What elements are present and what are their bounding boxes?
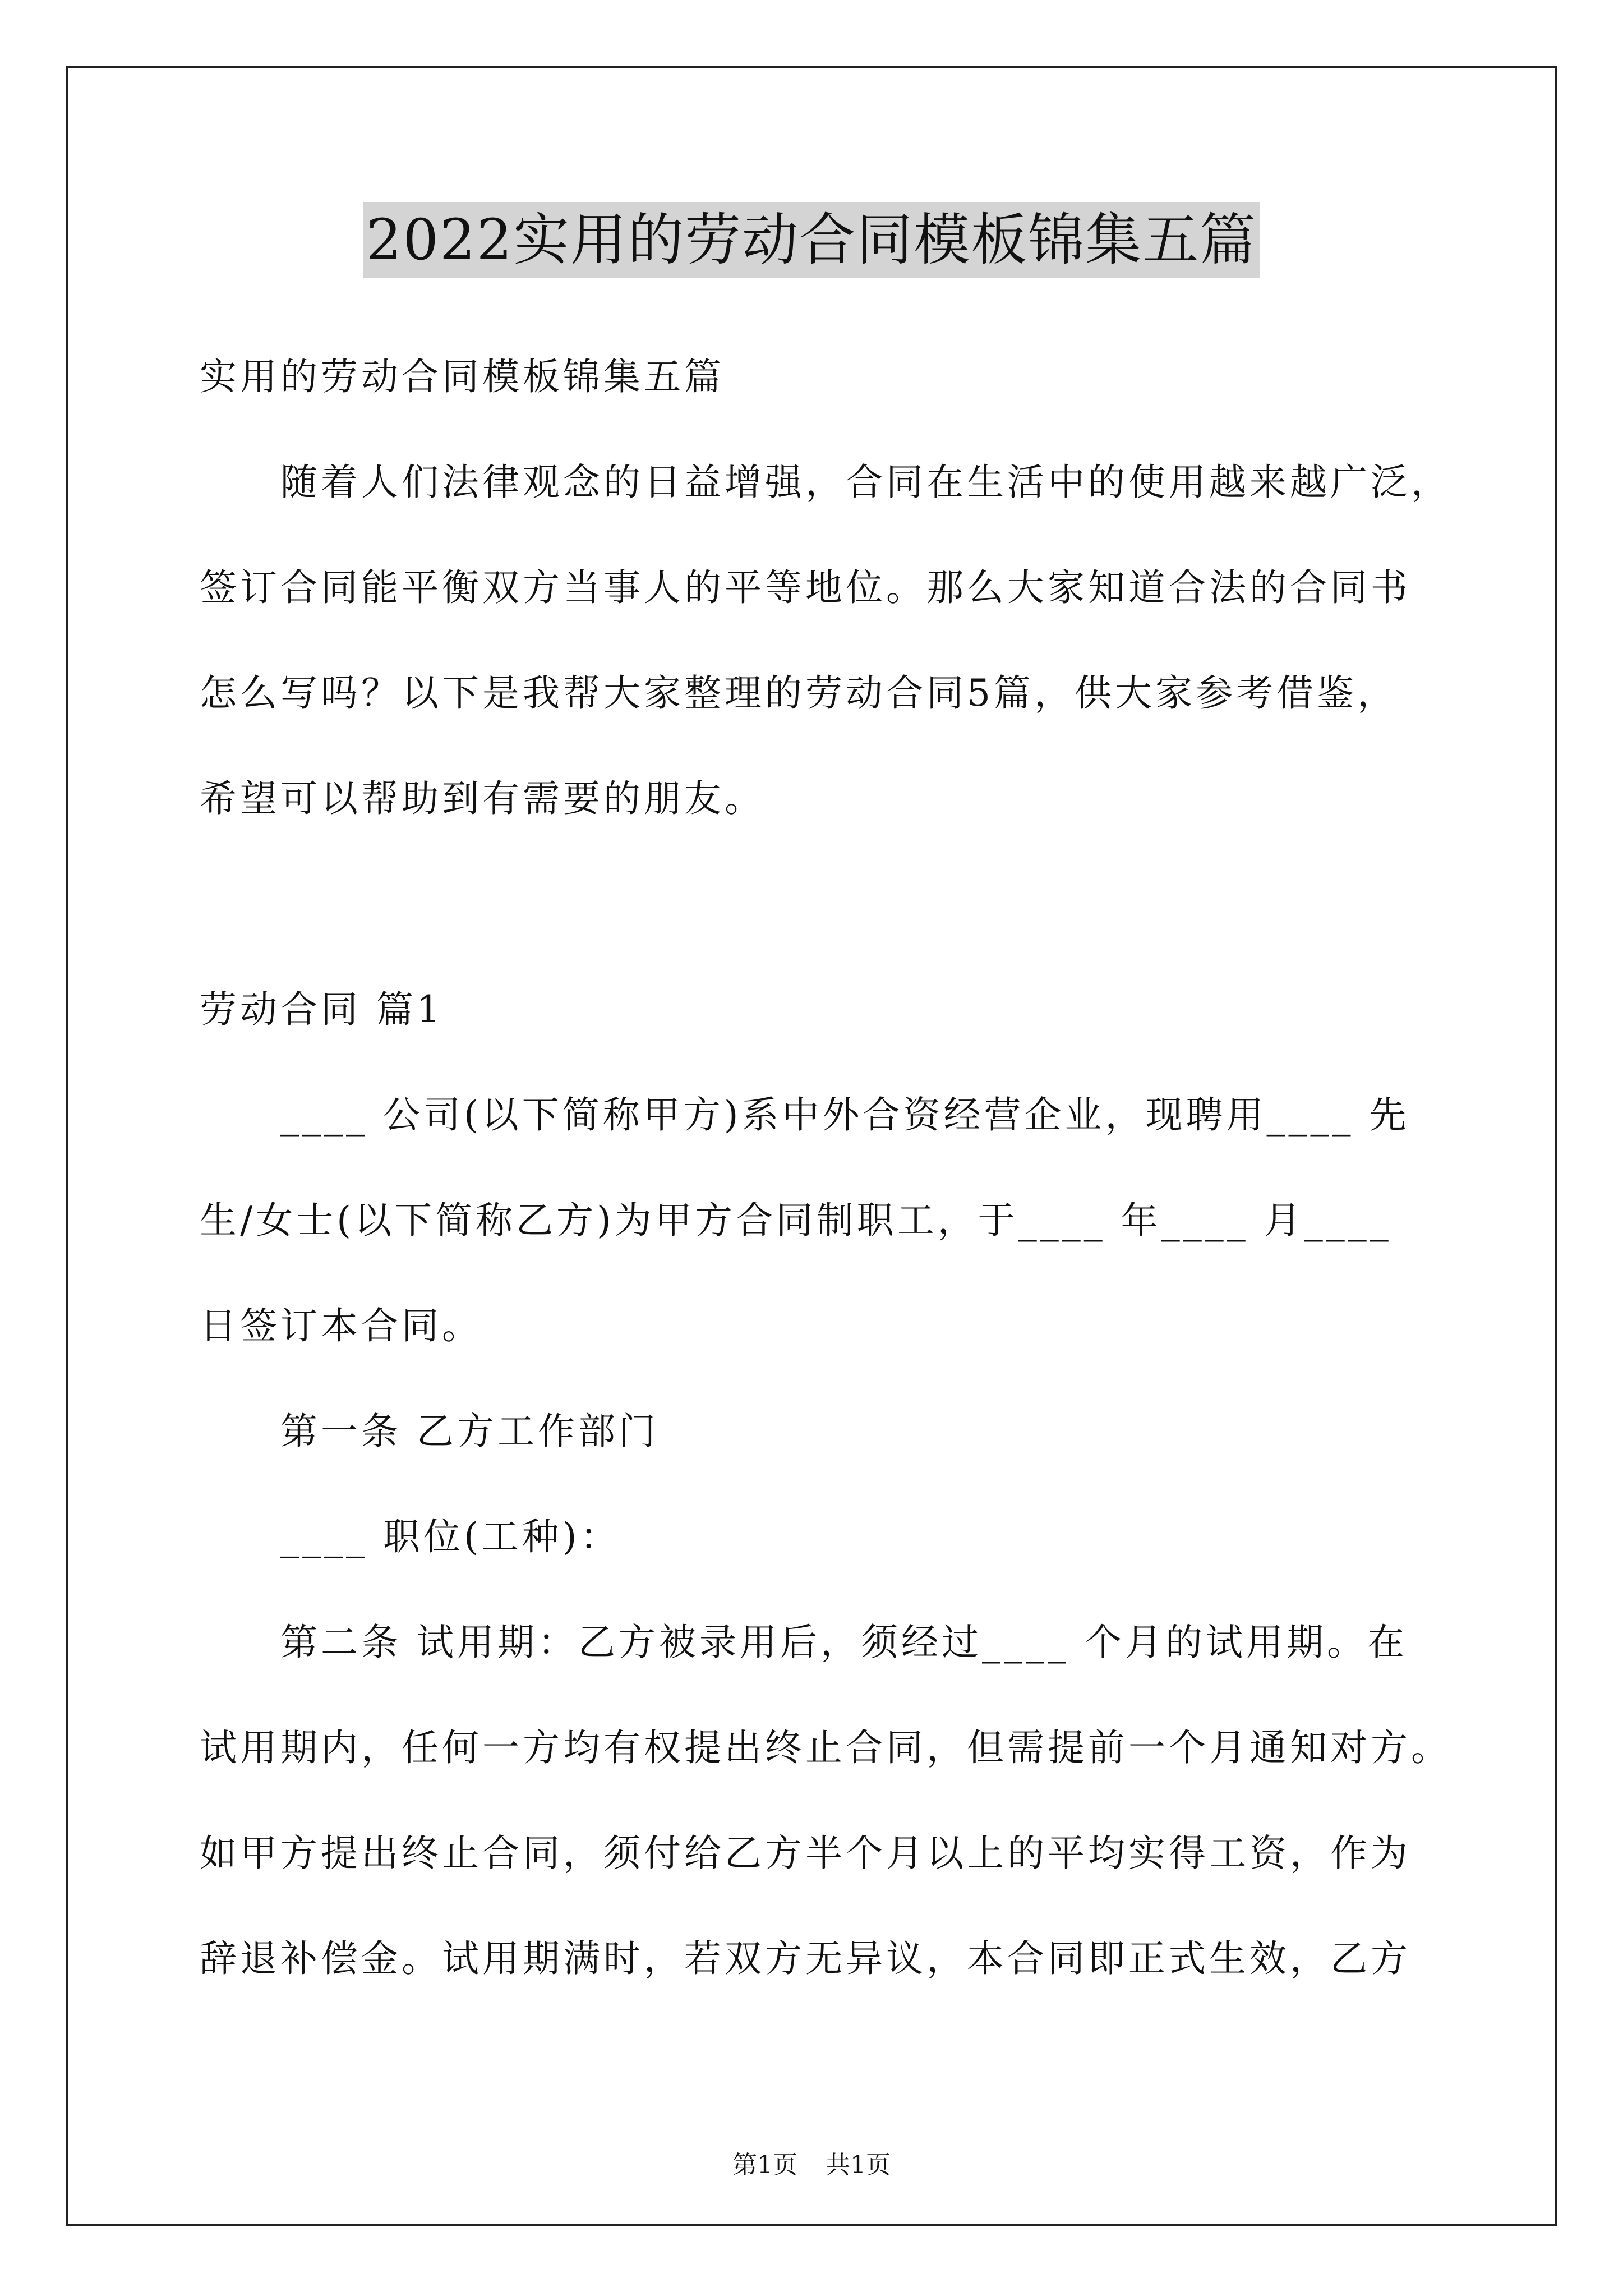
article-1-heading: 第一条 乙方工作部门 (280, 1410, 659, 1453)
intro-line-3: 怎么写吗？以下是我帮大家整理的劳动合同5篇，供大家参考借鉴， (200, 671, 1398, 715)
intro-line-2: 签订合同能平衡双方当事人的平等地位。那么大家知道合法的合同书 (200, 566, 1411, 609)
article-2-line-2: 试用期内，任何一方均有权提出终止合同，但需提前一个月通知对方。 (200, 1726, 1451, 1769)
document-title: 2022实用的劳动合同模板锦集五篇 (363, 202, 1261, 278)
article-1-position: ____ 职位(工种)： (280, 1515, 621, 1558)
intro-line-4: 希望可以帮助到有需要的朋友。 (200, 777, 765, 820)
intro-line-1: 随着人们法律观念的日益增强，合同在生活中的使用越来越广泛， (280, 461, 1451, 504)
section-line-2: 生/女士(以下简称乙方)为甲方合同制职工，于____ 年____ 月____ (200, 1199, 1392, 1242)
page-total: 共1页 (826, 2151, 891, 2179)
document-subtitle: 实用的劳动合同模板锦集五篇 (200, 355, 725, 398)
page-number: 第1页 (732, 2151, 797, 2179)
page-footer (0, 2150, 1623, 2181)
title-container (0, 202, 1623, 278)
section-line-3: 日签订本合同。 (200, 1304, 482, 1347)
section-line-1: ____ 公司(以下简称甲方)系中外合资经营企业，现聘用____ 先 (280, 1093, 1410, 1137)
article-2-line-4: 辞退补偿金。试用期满时，若双方无异议，本合同即正式生效，乙方 (200, 1937, 1411, 1980)
section-heading: 劳动合同 篇1 (200, 988, 444, 1031)
article-2-line-1: 第二条 试用期：乙方被录用后，须经过____ 个月的试用期。在 (280, 1621, 1408, 1664)
article-2-line-3: 如甲方提出终止合同，须付给乙方半个月以上的平均实得工资，作为 (200, 1832, 1411, 1875)
